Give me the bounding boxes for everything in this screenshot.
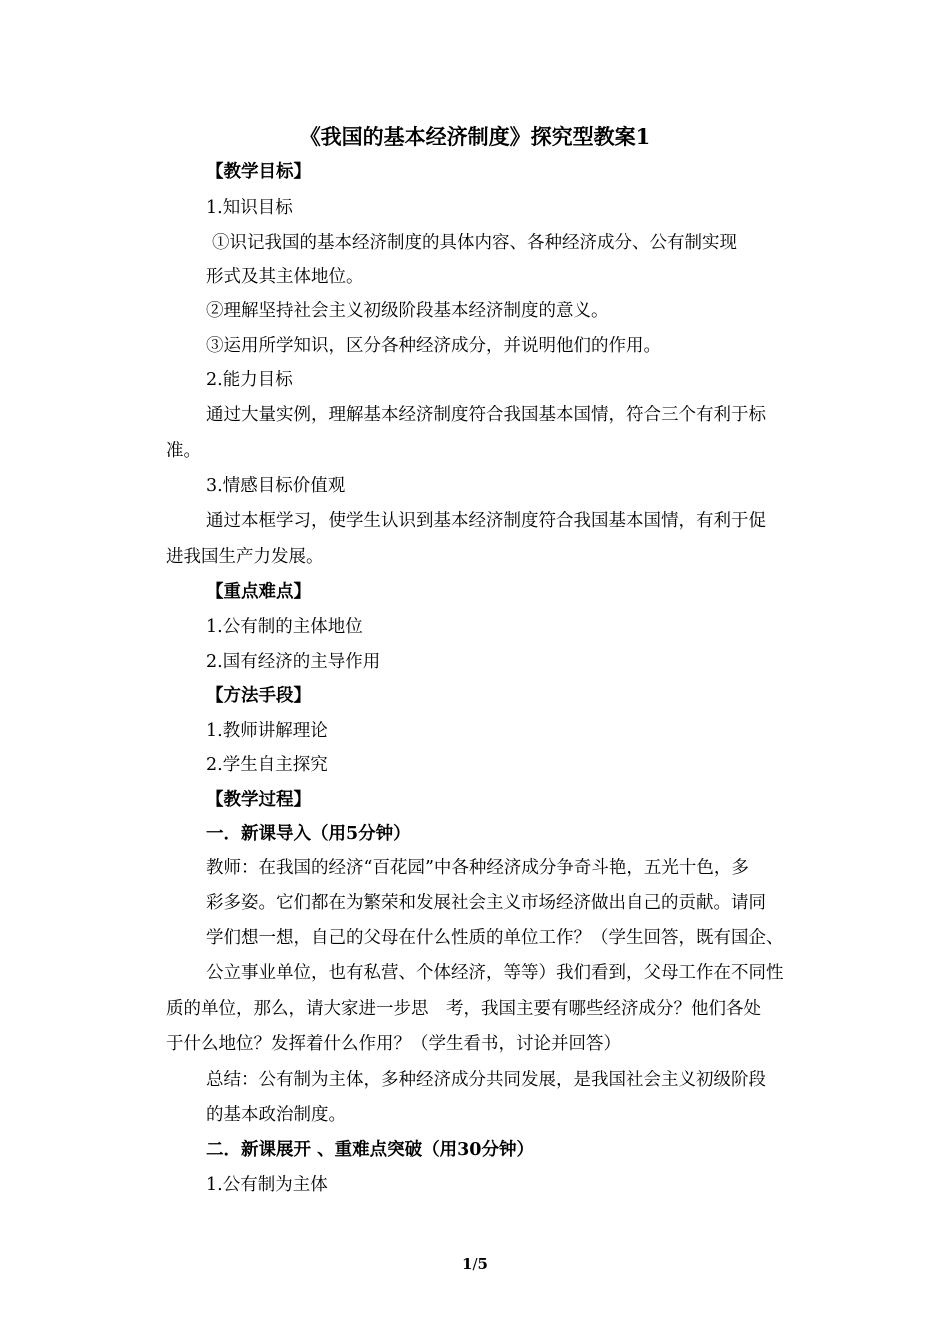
ability-text-line-2: 准。 [166,441,201,461]
new-lesson-item-1: 1.公有制为主体 [206,1175,328,1195]
key-point-1: 1.公有制的主体地位 [206,617,363,637]
heading-knowledge: 1.知识目标 [206,198,293,218]
method-1: 1.教师讲解理论 [206,721,328,741]
heading-methods: 【方法手段】 [206,686,311,706]
knowledge-item-1-line-1: ①识记我国的基本经济制度的具体内容、各种经济成分、公有制实现 [212,233,737,253]
knowledge-item-3: ③运用所学知识，区分各种经济成分，并说明他们的作用。 [206,336,661,356]
knowledge-item-1-line-2: 形式及其主体地位。 [206,267,364,287]
document-title: 《我国的基本经济制度》探究型教案1 [299,124,651,149]
key-point-2: 2.国有经济的主导作用 [206,652,381,672]
emotion-text-line-1: 通过本框学习，使学生认识到基本经济制度符合我国基本国情，有利于促 [206,511,766,531]
knowledge-item-2: ②理解坚持社会主义初级阶段基本经济制度的意义。 [206,301,609,321]
emotion-text-line-2: 进我国生产力发展。 [166,547,324,567]
heading-process: 【教学过程】 [206,790,311,810]
heading-objectives: 【教学目标】 [206,162,311,182]
heading-intro: 一．新课导入（用5分钟） [206,824,411,844]
heading-ability: 2.能力目标 [206,370,293,390]
current-page-number: 1 [462,1255,473,1273]
intro-paragraph-line-3: 学们想一想，自己的父母在什么性质的单位工作？（学生回答，既有国企、 [206,928,784,948]
intro-paragraph-line-6: 于什么地位？发挥着什么作用？（学生看书，讨论并回答） [166,1034,621,1054]
total-page-number: 5 [477,1255,488,1273]
page-separator: / [472,1255,478,1273]
intro-paragraph-line-1: 教师：在我国的经济“百花园”中各种经济成分争奇斗艳，五光十色，多 [206,858,749,878]
intro-paragraph-line-5: 质的单位，那么，请大家进一步思 考，我国主要有哪些经济成分？他们各处 [166,999,761,1019]
ability-text-line-1: 通过大量实例，理解基本经济制度符合我国基本国情，符合三个有利于标 [206,405,766,425]
intro-paragraph-line-4: 公立事业单位，也有私营、个体经济，等等）我们看到，父母工作在不同性 [206,963,784,983]
summary-line-2: 的基本政治制度。 [206,1105,346,1125]
page-number [0,1254,950,1274]
heading-key-points: 【重点难点】 [206,582,311,602]
intro-paragraph-line-2: 彩多姿。它们都在为繁荣和发展社会主义市场经济做出自己的贡献。请同 [206,893,766,913]
heading-emotion: 3.情感目标价值观 [206,476,346,496]
heading-new-lesson: 二．新课展开 、重难点突破（用30分钟） [206,1140,534,1160]
summary-line-1: 总结：公有制为主体，多种经济成分共同发展，是我国社会主义初级阶段 [206,1070,766,1090]
method-2: 2.学生自主探究 [206,755,328,775]
